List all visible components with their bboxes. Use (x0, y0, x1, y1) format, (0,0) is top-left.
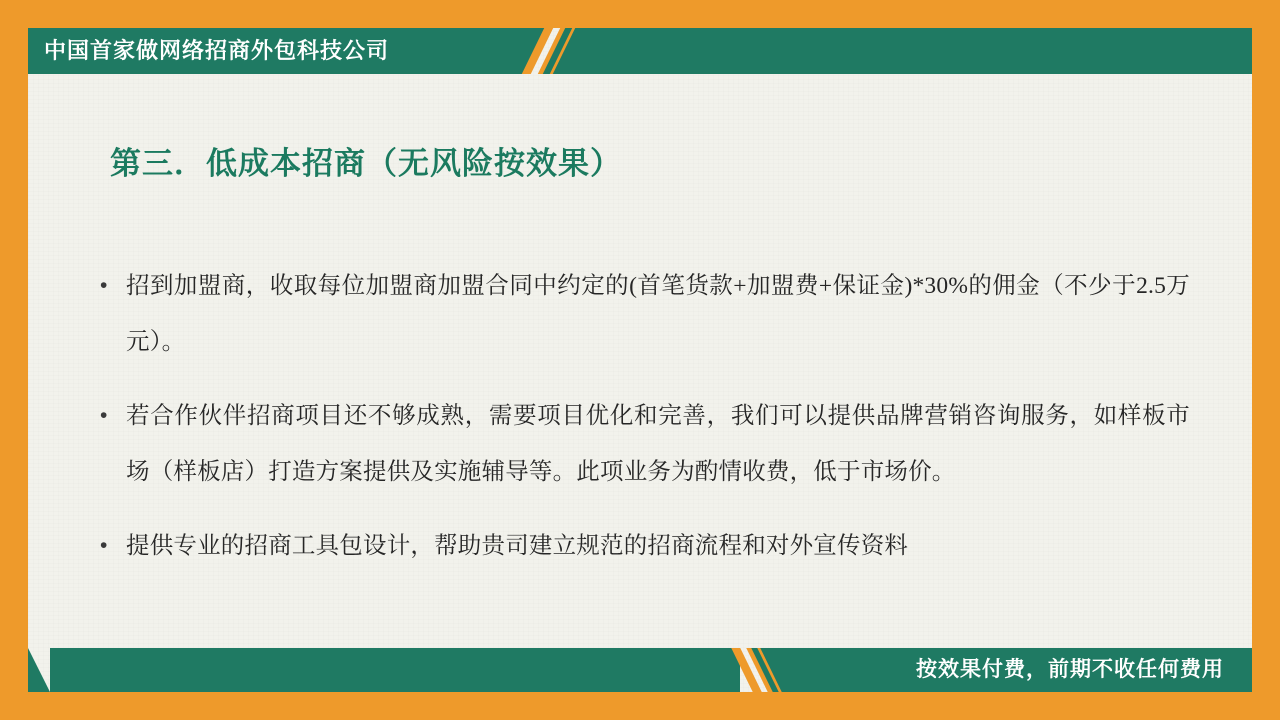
footer-tagline: 按效果付费，前期不收任何费用 (916, 658, 1224, 681)
header-title: 中国首家做网络招商外包科技公司 (44, 38, 390, 63)
bullet-marker-icon: • (100, 534, 108, 557)
slide-footer-bar (28, 648, 1252, 692)
bullet-list (100, 258, 1190, 592)
list-item (100, 258, 1190, 370)
bullet-marker-icon: • (100, 404, 108, 427)
page-title: 第三．低成本招商（无风险按效果） (110, 146, 622, 181)
slide-header-bar (28, 28, 1252, 74)
bullet-marker-icon: • (100, 274, 108, 297)
header-green-right-block (562, 28, 1252, 74)
list-item (100, 388, 1190, 500)
list-item-text: 提供专业的招商工具包设计，帮助贵司建立规范的招商流程和对外宣传资料 (126, 533, 909, 559)
list-item (100, 518, 1190, 574)
list-item-text: 若合作伙伴招商项目还不够成熟，需要项目优化和完善，我们可以提供品牌营销咨询服务，如样板市场（样板店）打造方案提供及实施辅导等。此项业务为酌情收费，低于市场价。 (126, 403, 1190, 485)
footer-green-left-block (50, 648, 740, 692)
list-item-text: 招到加盟商，收取每位加盟商加盟合同中约定的(首笔货款+加盟费+保证金)*30%的佣金（不少于2.5万元）。 (126, 273, 1190, 355)
